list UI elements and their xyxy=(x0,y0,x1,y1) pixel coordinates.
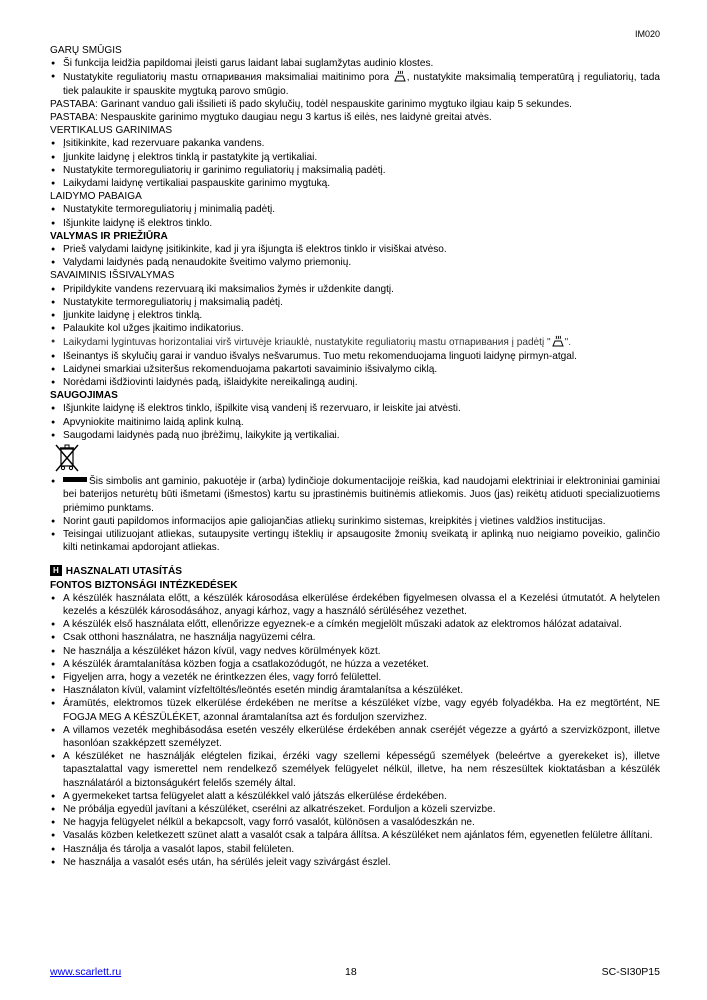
list-item: ● Laikydami laidynę vertikaliai paspauskite garinimo mygtuką. xyxy=(50,177,660,190)
heading-end: LAIDYMO PABAIGA xyxy=(50,191,142,203)
list-item: ● A készülék első használata előtt, ellenőrizze egyeznek-e a címkén megjelölt műszaki adatok az elektromos hálózat adataival. xyxy=(50,618,660,631)
list-item xyxy=(50,70,660,97)
list-item: ● Norėdami išdžiovinti laidynės padą, išlaidykite nereikalingą audinį. xyxy=(50,376,660,389)
list-item: ● Palaukite kol užges įkaitimo indikatorius. xyxy=(50,322,660,335)
list-item: ● Nustatykite termoreguliatorių į maksimalią padėtį. xyxy=(50,296,660,309)
list-item: ● Vasalás közben keletkezett szünet alatt a vasalót csak a talpára állítsa. A készüléket nem ajánlatos fém, egyenetlen felületre állítani. xyxy=(50,829,660,842)
heading-selfclean: SAVAIMINIS IŠSIVALYMAS xyxy=(50,270,175,282)
list-item: ● Csak otthoni használatra, ne használja nagyüzemi célra. xyxy=(50,631,660,644)
list-item: ● A készüléket ne használják elégtelen fizikai, érzéki vagy szellemi képességű személyek (beleértve a gyerekeket is), illetve tapasztalattal vagy ismerettel nem rendelkező személyek felügyelet nélkül, illetve, ha nem részesültek kioktatásban a készülék használatáról a biztonságukért felelős személy által. xyxy=(50,750,660,790)
list-item: ● Įsitikinkite, kad rezervuare pakanka vandens. xyxy=(50,137,660,150)
heading-steam-shot: GARŲ SMŪGIS xyxy=(50,45,122,56)
heading-storage: SAUGOJIMAS xyxy=(50,390,118,402)
document-page xyxy=(50,0,660,1000)
list-item: ● Ne használja a vasalót esés után, ha sérülés jeleit vagy szivárgást észlel. xyxy=(50,856,660,869)
section-title xyxy=(50,565,660,578)
list-item: ● Išjunkite laidynę iš elektros tinklo. xyxy=(50,217,660,230)
list-item: ● Használaton kívül, valamint vízfeltöltés/leöntés esetén mindig áramtalanítsa a készüléket. xyxy=(50,684,660,697)
heading-vertical: VERTIKALUS GARINIMAS xyxy=(50,125,173,137)
list-item: ● Saugodami laidynės padą nuo įbrėžimų, laikykite ją vertikaliai. xyxy=(50,429,660,442)
list-item-text: Laikydami lygintuvas horizontaliai virš virtuvėje kriauklė, nustatykite reguliatorių mastu отпаривания į padėtį " xyxy=(63,337,551,349)
heading-safety: FONTOS BIZTONSÁGI INTÉZKEDÉSEK xyxy=(50,579,238,591)
black-bar-symbol xyxy=(63,477,87,482)
list-item: ● Ne hagyja felügyelet nélkül a bekapcsolt, vagy forró vasalót, különösen a vasalódeszkán ne. xyxy=(50,816,660,829)
list-item-text: Šis simbolis ant gaminio, pakuotėje ir (arba) lydinčioje dokumentacijoje reiškia, kad naudojami elektriniai ir elektroniniai gaminiai bei baterijos neturėtų būti išmetami (išmestos) kartu su įprastinėmis buitinėmis atliekomis. Juos (jas) reikėtų atiduoti specializuotiems priėmimo punktams. xyxy=(63,476,660,514)
list-item: ● Pripildykite vandens rezervuarą iki maksimalios žymės ir uždenkite dangtį. xyxy=(50,283,660,296)
list-item xyxy=(50,335,660,349)
list-item: ● Įjunkite laidynę į elektros tinklą. xyxy=(50,309,660,322)
list-item: ● Išjunkite laidynę iš elektros tinklo, išpilkite visą vandenį iš rezervuaro, ir leiskite jai atvėsti. xyxy=(50,402,660,415)
crossed-bin-icon xyxy=(54,443,80,473)
list-item: ● Laidynei smarkiai užsiteršus rekomenduojama pakartoti savaiminio išsivalymo ciklą. xyxy=(50,363,660,376)
list-item xyxy=(50,475,660,515)
document-content xyxy=(50,44,660,869)
list-item: ● Áramütés, elektromos tüzek elkerülése érdekében ne merítse a készüléket vízbe, vagy egyéb folyadékba. Ha ez megtörtént, NE FOGJA MEG A KÉSZÜLÉKET, azonnal áramtalanítsa azt és forduljon szervizhez. xyxy=(50,697,660,723)
list-item: ● Apvyniokite maitinimo laidą aplink kulną. xyxy=(50,416,660,429)
document-code: IM020 xyxy=(634,29,660,39)
note: PASTABA: Garinant vanduo gali išsilieti iš pado skylučių, todėl nespauskite garinimo mygtuko ilgiau kaip 5 sekundes. xyxy=(50,98,572,110)
page-number: 18 xyxy=(345,966,357,978)
model-number: SC-SI30P15 xyxy=(601,966,660,978)
list-item: ● Valydami laidynės padą nenaudokite šveitimo valymo priemonių. xyxy=(50,256,660,269)
list-item: ● Ne próbálja egyedül javítani a készüléket, cserélni az alkatrészeket. Forduljon a közeli szervizbe. xyxy=(50,803,660,816)
list-item: ● Teisingai utilizuojant atliekas, sutaupysite vertingų išteklių ir apsaugosite žmonių sveikatą ir aplinką nuo neigiamo poveikio, galinčio kilti netinkamai apdorojant atliekas. xyxy=(50,528,660,554)
list-item: ● Išeinantys iš skylučių garai ir vanduo išvalys nešvarumus. Tuo metu rekomenduojama linguoti laidynę pirmyn-atgal. xyxy=(50,350,660,363)
list-item: ● Figyeljen arra, hogy a vezeték ne érintkezzen éles, vagy forró felülettel. xyxy=(50,671,660,684)
list-item: ● A készülék áramtalanítása közben fogja a csatlakozódugót, ne húzza a vezetéket. xyxy=(50,658,660,671)
list-item: ● A készülék használata előtt, a készülék károsodása elkerülése érdekében figyelmesen olvassa el a Kezelési útmutatót. A helytelen kezelés a készülék károsodásához, anyagi kárhoz, vagy a használó sérüléséhez vezethet. xyxy=(50,592,660,618)
list-item-text: , nustatykite maksimalią temperatūrą į reguliatorių, tada tiek palaukite ir spauskite mygtuką parovo smūgio. xyxy=(63,72,660,97)
list-item: ● A gyermekeket tartsa felügyelet alatt a készülékkel való játszás elkerülése érdekében. xyxy=(50,790,660,803)
weee-symbol-row xyxy=(50,443,660,475)
list-item: ● A villamos vezeték meghibásodása esetén veszély elkerülése érdekében annak cseréjét végezze a gyártó a szervizközpont, illetve hasonlóan szakképzett személyzet. xyxy=(50,724,660,750)
list-item: ● Įjunkite laidynę į elektros tinklą ir pastatykite ją vertikaliai. xyxy=(50,151,660,164)
list-item: ● Nustatykite termoreguliatorių ir garinimo reguliatorių į maksimalią padėtį. xyxy=(50,164,660,177)
website-link[interactable]: www.scarlett.ru xyxy=(50,966,122,978)
list-item: ● Használja és tárolja a vasalót lapos, stabil felületen. xyxy=(50,843,660,856)
note: PASTABA: Nespauskite garinimo mygtuko daugiau negu 3 kartus iš eilės, nes laidynė greitai atvės. xyxy=(50,112,492,124)
list-item: ● Ne használja a készüléket házon kívül, vagy nedves körülmények közt. xyxy=(50,645,660,658)
list-item-text: Nustatykite reguliatorių mastu отпаривания maksimaliai maitinimo pora xyxy=(63,72,389,84)
list-item: ● Ši funkcija leidžia papildomai įleisti garus laidant labai suglamžytas audinio klostes. xyxy=(50,57,660,70)
list-item: ● Nustatykite termoreguliatorių į minimalią padėtį. xyxy=(50,203,660,216)
section-title-text: HASZNALATI UTASÍTÁS xyxy=(65,566,183,578)
heading-care: VALYMAS IR PRIEŽIŪRA xyxy=(50,230,168,242)
list-item: ● Prieš valydami laidynę įsitikinkite, kad ji yra išjungta iš elektros tinklo ir visiškai atvėso. xyxy=(50,243,660,256)
list-item: ● Norint gauti papildomos informacijos apie galiojančias atliekų surinkimo sistemas, kreipkitės į vietines valdžios institucijas. xyxy=(50,515,660,528)
steam-max-icon xyxy=(551,335,565,347)
steam-max-icon xyxy=(393,70,407,82)
language-badge: H xyxy=(50,565,62,576)
list-item-text: ". xyxy=(564,337,571,349)
